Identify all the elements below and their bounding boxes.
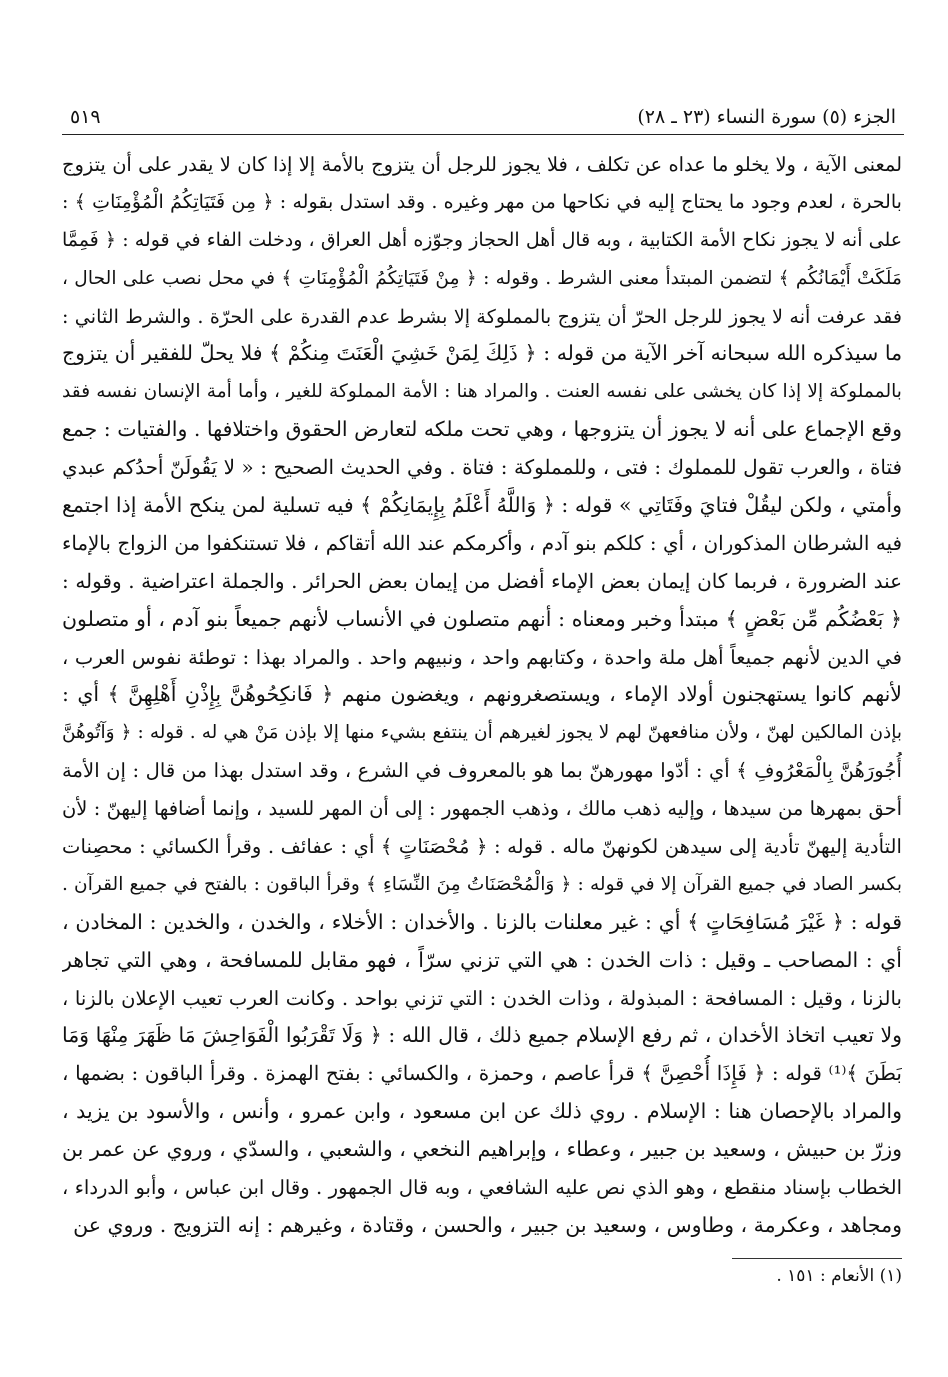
text-line: عند الضرورة ، فربما كان إيمان بعض الإماء أفضل من إيمان بعض الحرائر . والجملة اعتراضية . وقوله : bbox=[62, 568, 902, 593]
text-line: ﴿ بَعْضُكُم مِّن بَعْضٍ ﴾ مبتدأ وخبر ومعناه : أنهم متصلون في الأنساب لأنهم جميعاً بنو آدم ، أو متصلون bbox=[62, 606, 902, 631]
text-line: بالحرة ، لعدم وجود ما يحتاج إليه في نكاحها من مهر وغيره . وقد استدل بقوله : ﴿ مِن فَتَيَاتِكُمُ الْمُؤْمِنَاتِ ﴾ : bbox=[62, 190, 902, 213]
text-line: بالمملوكة إلا إذا كان يخشى على نفسه العنت . والمراد هنا : الأمة المملوكة للغير ، وأما أمة الإنسان نفسه فقد bbox=[62, 381, 902, 403]
header-rule bbox=[62, 134, 904, 135]
header-title: الجزء (٥) سورة النساء (٢٣ ـ ٢٨) bbox=[637, 106, 896, 128]
text-line: وأمتي ، ولكن ليقُلْ فتايَ وفَتَاتِي » قوله : ﴿ وَاللَّهُ أَعْلَمُ بِإِيمَانِكُمْ ﴾ فيه تسلية لمن ينكح الأمة إذا اجتمع bbox=[62, 493, 902, 518]
text-line: قوله : ﴿ غَيْرَ مُسَافِحَاتٍ ﴾ أي : غير معلنات بالزنا . والأخدان : الأخلاء ، والخدن ، والخدين : المخادن ، bbox=[62, 909, 902, 934]
text-line: وقع الإجماع على أنه لا يجوز أن يتزوجها ، وهي تحت ملكه لتعارض الحقوق واختلافها . والفتيات : جمع bbox=[62, 417, 902, 442]
text-line: لأنهم كانوا يستهجنون أولاد الإماء ، ويستصغرونهم ، ويغضون منهم ﴿ فَانكِحُوهُنَّ بِإِذْنِ أَهْلِهِنَّ ﴾ أي : bbox=[62, 682, 902, 707]
text-line: التأدية إليهنّ تأدية إلى سيدهن لكونهنّ ماله . قوله : ﴿ مُحْصَنَاتٍ ﴾ أي : عفائف . وقرأ الكسائي : محصِنات bbox=[62, 835, 902, 859]
text-line: على أنه لا يجوز نكاح الأمة الكتابية ، وبه قال أهل الحجاز وجوّزه أهل العراق ، ودخلت الفاء في قوله : ﴿ فَمِمَّا bbox=[62, 228, 902, 251]
text-line: بكسر الصاد في جميع القرآن إلا في قوله : ﴿ وَالْمُحْصَنَاتُ مِنَ النِّسَاءِ ﴾ وقرأ الباقون : بالفتح في جميع القرآن . bbox=[62, 873, 902, 895]
text-line: وزرّ بن حبيش ، وسعيد بن جبير ، وعطاء ، وإبراهيم النخعي ، والشعبي ، والسدّي ، وروي عن عمر بن bbox=[62, 1137, 902, 1162]
text-line: ولا تعيب اتخاذ الأخدان ، ثم رفع الإسلام جميع ذلك ، قال الله : ﴿ وَلَا تَقْرَبُوا الْفَوَاحِشَ مَا ظَهَرَ مِنْهَا وَمَا bbox=[62, 1023, 902, 1048]
text-line: فتاة ، والعرب تقول للمملوك : فتى ، وللمملوكة : فتاة . وفي الحديث الصحيح : « لا يَقُولَنّ أحدُكم عبدي bbox=[62, 456, 902, 480]
text-line: أحق بمهرها من سيدها ، وإليه ذهب مالك ، وذهب الجمهور : إلى أن المهر للسيد ، وإنما أضافها إليهنّ : لأن bbox=[62, 797, 902, 821]
running-header bbox=[70, 96, 896, 128]
text-line: في الدين لأنهم جميعاً أهل ملة واحدة ، وكتابهم واحد ، ونبيهم واحد . والمراد بهذا : توطئة نفوس العرب ، bbox=[62, 645, 902, 669]
text-line: بإذن المالكين لهنّ ، ولأن منافعهنّ لهم لا يجوز لغيرهم أن ينتفع بشيء منها إلا بإذن مَنْ هي له . قوله : ﴿ وَآتُوهُنَّ bbox=[62, 722, 902, 744]
text-line: مَلَكَتْ أَيْمَانُكُم ﴾ لتضمن المبتدأ معنى الشرط . وقوله : ﴿ مِنْ فَتَيَاتِكُمُ الْمُؤْمِنَاتِ ﴾ في محل نصب على الحال ، bbox=[62, 267, 902, 289]
text-line: فقد عرفت أنه لا يجوز للرجل الحرّ أن يتزوج بالمملوكة إلا بشرط عدم القدرة على الحرّة . والشرط الثاني : bbox=[62, 304, 902, 328]
footnote-rule bbox=[732, 1258, 902, 1259]
text-line: الخطاب بإسناد منقطع ، وهو الذي نص عليه الشافعي ، وبه قال الجمهور . وقال ابن عباس ، وأبو الدرداء ، bbox=[62, 1176, 902, 1200]
text-line: والمراد بالإحصان هنا : الإسلام . روي ذلك عن ابن مسعود ، وابن عمرو ، وأنس ، والأسود بن يزيد ، bbox=[62, 1099, 902, 1124]
body-text bbox=[62, 146, 902, 1245]
text-line: أي : المصاحب ـ وقيل : ذات الخدن : هي التي تزني سرّاً ، فهو مقابل للمسافحة ، وهي التي تجاهر bbox=[62, 947, 902, 972]
text-line: أُجُورَهُنَّ بِالْمَعْرُوفِ ﴾ أي : أدّوا مهورهنّ بما هو بالمعروف في الشرع ، وقد استدل بهذا من قال : إن الأمة bbox=[62, 759, 902, 783]
footnote: (١) الأنعام : ١٥١ . bbox=[776, 1266, 902, 1286]
text-line: لمعنى الآية ، ولا يخلو ما عداه عن تكلف ، فلا يجوز للرجل أن يتزوج بالأمة إلا إذا كان لا يقدر على أن يتزوج bbox=[62, 153, 902, 176]
text-line: بالزنا ، وقيل : المسافحة : المبذولة ، وذات الخدن : التي تزني بواحد . وكانت العرب تعيب الإعلان بالزنا ، bbox=[62, 986, 902, 1010]
page-number: ٥١٩ bbox=[70, 106, 101, 128]
text-line: ومجاهد ، وعكرمة ، وطاوس ، وسعيد بن جبير ، والحسن ، وقتادة ، وغيرهم : إنه التزويج . وروي عن bbox=[73, 1212, 902, 1237]
text-line: بَطَنَ ﴾⁽¹⁾ قوله : ﴿ فَإِذَا أُحْصِنَّ ﴾ قرأ عاصم ، وحمزة ، والكسائي : بفتح الهمزة . وقرأ الباقون : بضمها ، bbox=[62, 1061, 902, 1086]
text-line: ما سيذكره الله سبحانه آخر الآية من قوله : ﴿ ذَلِكَ لِمَنْ خَشِيَ الْعَنَتَ مِنكُمْ ﴾ فلا يحلّ للفقير أن يتزوج bbox=[62, 341, 902, 366]
text-line: فيه الشرطان المذكوران ، أي : كلكم بنو آدم ، وأكرمكم عند الله أتقاكم ، فلا تستنكفوا من الزواج بالإماء bbox=[62, 531, 902, 555]
